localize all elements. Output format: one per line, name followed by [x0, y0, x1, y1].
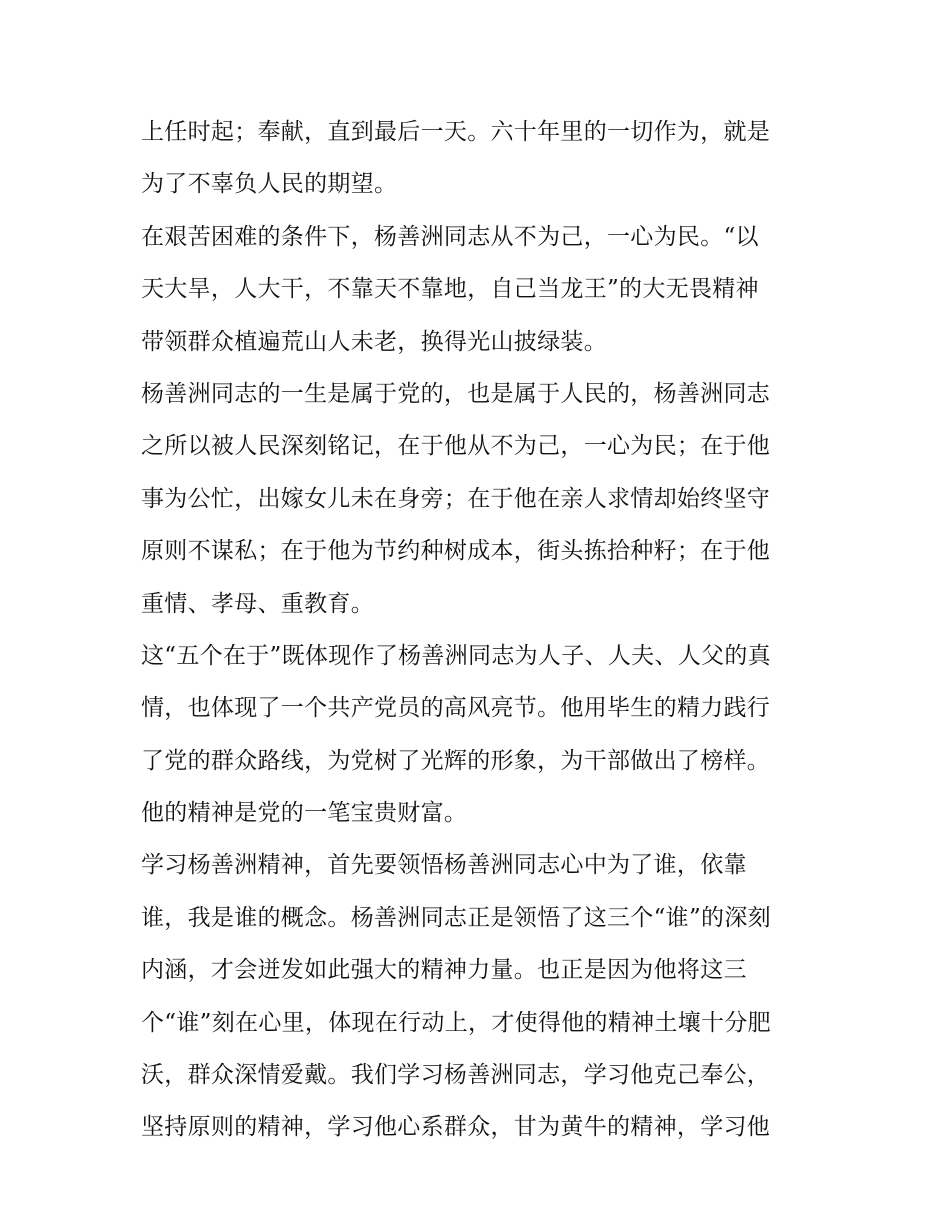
text-line: 之所以被人民深刻铭记，在于他从不为己，一心为民；在于他	[141, 433, 771, 460]
text-line: 为了不辜负人民的期望。	[141, 171, 398, 198]
text-line: 沃，群众深情爱戴。我们学习杨善洲同志，学习他克己奉公，	[141, 1062, 771, 1089]
text-line: 带领群众植遍荒山人未老，换得光山披绿装。	[141, 328, 607, 355]
text-line: 这“五个在于”既体现作了杨善洲同志为人子、人夫、人父的真	[141, 642, 771, 669]
text-line: 学习杨善洲精神，首先要领悟杨善洲同志心中为了谁，依靠	[141, 852, 747, 879]
text-line: 情，也体现了一个共产党员的高风亮节。他用毕生的精力践行	[141, 695, 771, 722]
text-line: 天大旱，人大干，不靠天不靠地，自己当龙王”的大无畏精神	[141, 276, 759, 303]
text-line: 了党的群众路线，为党树了光辉的形象，为干部做出了榜样。	[141, 747, 771, 774]
text-line: 内涵，才会迸发如此强大的精神力量。也正是因为他将这三	[141, 957, 747, 984]
text-line: 杨善洲同志的一生是属于党的，也是属于人民的，杨善洲同志	[141, 380, 771, 407]
text-line: 原则不谋私；在于他为节约种树成本，街头拣拾种籽；在于他	[141, 538, 771, 565]
text-line: 谁，我是谁的概念。杨善洲同志正是领悟了这三个“谁”的深刻	[141, 904, 771, 931]
text-line: 事为公忙，出嫁女儿未在身旁；在于他在亲人求情却始终坚守	[141, 485, 771, 512]
text-line: 重情、孝母、重教育。	[141, 590, 374, 617]
text-line: 上任时起；奉献，直到最后一天。六十年里的一切作为，就是	[141, 119, 771, 145]
text-line: 在艰苦困难的条件下，杨善洲同志从不为己，一心为民。“以	[141, 223, 759, 250]
text-line: 坚持原则的精神，学习他心系群众，甘为黄牛的精神，学习他	[141, 1114, 771, 1141]
body-text	[141, 106, 821, 1154]
text-line: 他的精神是党的一笔宝贵财富。	[141, 800, 468, 827]
text-line: 个“谁”刻在心里，体现在行动上，才使得他的精神土壤十分肥	[141, 1009, 771, 1036]
